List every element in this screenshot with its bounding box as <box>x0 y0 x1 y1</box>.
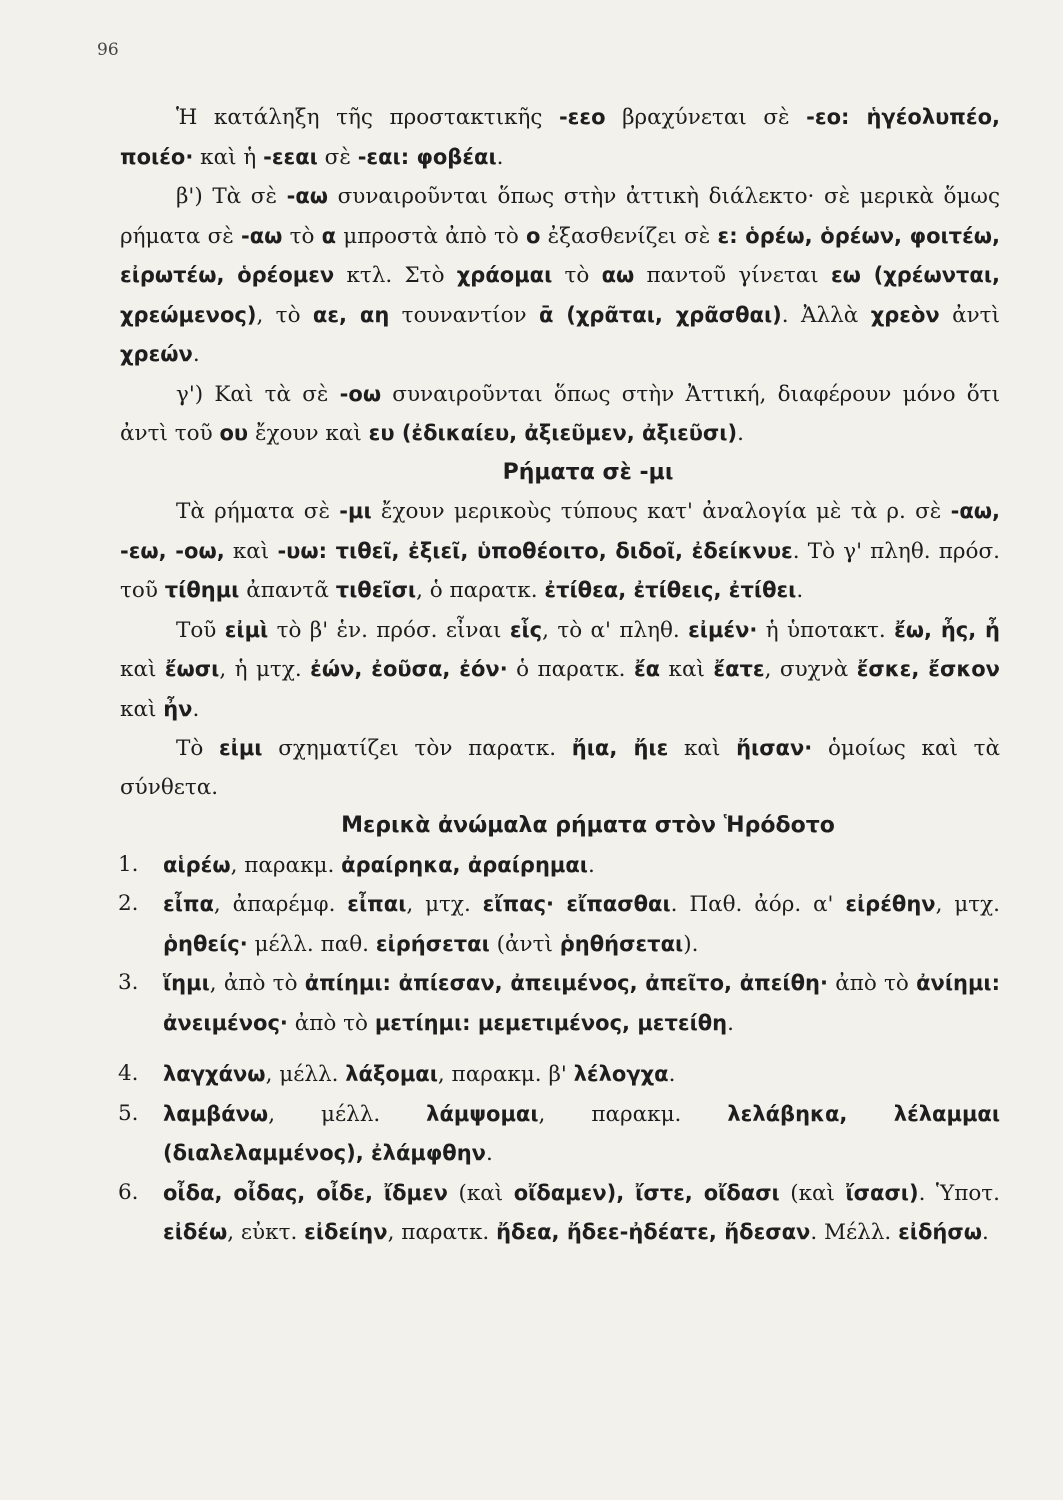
paragraph-alpha-contracts <box>120 177 1000 375</box>
text-run: (ἀντὶ <box>489 931 560 957</box>
text-run: βραχύνεται σὲ <box>605 105 807 130</box>
bold-run: ο <box>525 223 541 248</box>
page-body <box>120 98 1000 1253</box>
list-item <box>118 964 1000 1043</box>
text-run: . <box>192 342 200 367</box>
text-run: ). <box>683 931 699 957</box>
bold-run: λέλογχα <box>573 1062 669 1086</box>
bold-run: -εεαι <box>263 144 318 169</box>
paragraph-mi-analogy <box>120 492 1000 611</box>
text-run: . <box>796 578 804 603</box>
text-run: ἀπὸ τὸ <box>287 1010 375 1036</box>
text-run: , ἀπαρέμφ. <box>213 892 348 917</box>
bold-run: τιθεῖσι <box>335 578 417 602</box>
bold-run: -αω <box>286 184 329 208</box>
bold-run: λάξομαι <box>345 1062 438 1086</box>
text-run: , μέλλ. <box>268 1101 427 1127</box>
text-run: , παρακμ. <box>230 852 342 878</box>
bold-run: εἶπα <box>163 892 214 916</box>
bold-run: ἐτίθεα, ἐτίθεις, ἐτίθει <box>544 578 797 602</box>
bold-run: ἔσκε, ἔσκον <box>856 657 1000 681</box>
text-run: καὶ <box>120 657 165 682</box>
text-run: τουναντίον <box>389 302 539 328</box>
paragraph-omicron-contracts <box>120 375 1000 454</box>
list-item <box>118 846 1000 886</box>
bold-run: ῥηθήσεται <box>559 931 684 956</box>
text-run: συναιροῦνται ὅπως στὴν ἀττικὴ διάλεκτο· σὲ μερικὰ ὅμως ρήματα σὲ <box>120 184 1000 249</box>
bold-run: ἀνίημι: ἀνειμένος· <box>163 971 1001 1035</box>
list-number: 1. <box>118 851 139 877</box>
bold-run: ἤια, ἤιε <box>571 736 669 760</box>
text-run: (καὶ <box>779 1180 846 1206</box>
bold-run: ἔωσι <box>164 657 220 681</box>
list-number: 2. <box>118 891 139 916</box>
list-item <box>118 885 1000 964</box>
text-run: β') Τὰ σὲ <box>176 184 287 209</box>
text-run: , παρακμ. β' <box>437 1062 574 1087</box>
bold-run: χρεὸν <box>870 302 940 327</box>
bold-run: λαγχάνω <box>163 1062 266 1086</box>
text-run: κτλ. Στὸ <box>334 263 457 288</box>
paragraph-imperative <box>120 98 1000 177</box>
text-run: . <box>981 1220 989 1245</box>
bold-run: ἤισαν· <box>736 736 813 760</box>
bold-run: αε, αη <box>312 302 390 327</box>
text-run: (καὶ <box>447 1180 514 1206</box>
bold-run: εἰδήσω <box>898 1220 982 1244</box>
text-run: , παρατκ. <box>387 1220 497 1245</box>
text-run: . <box>668 1062 676 1087</box>
list-item <box>118 1095 1000 1174</box>
text-run: , μέλλ. <box>265 1062 346 1087</box>
bold-run: ἔατε <box>713 657 765 681</box>
text-run: . Παθ. ἀόρ. α' <box>670 892 846 917</box>
section-heading-mi-verbs: Ρήματα σὲ -μι <box>502 459 674 485</box>
bold-run: λελάβηκα, λέλαμμαι (διαλελαμμένος), ἐλάμφθην <box>163 1101 1001 1165</box>
text-run: , μτχ. <box>406 892 483 917</box>
text-run: μέλλ. παθ. <box>247 931 376 957</box>
text-run: , εὐκτ. <box>227 1220 305 1245</box>
bold-run: ευ (ἐδικαίευ, ἀξιεῦμεν, ἀξιεῦσι) <box>368 421 738 445</box>
bold-run: ε: ὁρέω, ὁρέων, φοιτέω, εἰρωτέω, ὁρέομεν <box>120 223 1000 287</box>
text-run: . Τὸ γ' πληθ. πρόσ. τοῦ <box>120 538 1001 603</box>
list-number: 3. <box>118 970 139 995</box>
text-run: . Μέλλ. <box>810 1220 899 1245</box>
bold-run: ἀπίημι: ἀπίεσαν, ἀπειμένος, ἀπεῖτο, ἀπείθη· <box>304 971 828 995</box>
text-run: τὸ β' ἑν. πρόσ. εἶναι <box>268 617 510 643</box>
bold-run: εἰμέν· <box>688 617 758 642</box>
bold-run: -εεο <box>558 105 606 129</box>
bold-run: -μι <box>339 499 372 523</box>
text-run: ἔχουν καὶ <box>248 421 369 446</box>
text-run: Τοῦ <box>176 617 225 643</box>
bold-run: -εο: ἡγέολυπέο, ποιέο· <box>120 105 1000 169</box>
bold-run: ῥηθείς· <box>163 931 248 956</box>
bold-run: ᾱ (χρᾶται, χρᾶσθαι) <box>538 302 782 327</box>
text-run: . <box>496 144 504 170</box>
bold-run: ἐών, ἐοῦσα, ἐόν· <box>310 657 508 681</box>
text-run: καὶ <box>224 538 278 564</box>
bold-run: τίθημι <box>164 578 240 602</box>
bold-run: εἶπαι <box>347 892 407 916</box>
text-run: , παρακμ. <box>538 1101 728 1127</box>
text-run: . <box>485 1141 493 1166</box>
text-run: ἔχουν μερικοὺς τύπους κατ' ἀναλογία μὲ τὰ ρ. σὲ <box>371 499 951 524</box>
text-run: καὶ <box>120 696 164 722</box>
bold-run: εἴπας· εἴπασθαι <box>482 892 671 916</box>
text-run: , ἀπὸ τὸ <box>209 971 305 996</box>
bold-run: ἤδεα, ἤδεε-ἠδέατε, ἤδεσαν <box>496 1220 811 1244</box>
text-run: , μτχ. <box>935 892 1001 917</box>
text-run: Τὸ <box>176 736 219 761</box>
text-run: τὸ <box>552 263 602 288</box>
text-run: Ἡ κατάληξη τῆς προστακτικῆς <box>176 105 559 130</box>
bold-run: α <box>321 223 337 248</box>
text-run: καὶ <box>660 657 714 682</box>
text-run: ἡ ὑποτακτ. <box>757 617 895 643</box>
bold-run: εἷς <box>509 617 543 642</box>
bold-run: χρεών <box>120 342 193 366</box>
bold-run: ἔω, ἦς, ἦ <box>894 617 1000 642</box>
text-run: συναιροῦνται ὅπως στὴν Ἀττική, διαφέρουν μόνο ὅτι ἀντὶ τοῦ <box>120 381 1001 446</box>
bold-run: ἴσασι) <box>845 1180 919 1205</box>
text-run: μπροστὰ ἀπὸ τὸ <box>336 223 526 249</box>
text-run: σὲ <box>317 144 358 170</box>
bold-run: ἦν <box>163 696 193 721</box>
text-run: καὶ ἡ <box>193 144 264 170</box>
bold-run: λαμβάνω <box>163 1101 269 1126</box>
paragraph-eimi <box>120 611 1000 730</box>
text-run: σχηματίζει τὸν παρατκ. <box>262 736 572 761</box>
paragraph-eimi-imperfect <box>120 729 1000 807</box>
text-run: ὁ παρατκ. <box>507 657 634 682</box>
bold-run: εἰμὶ <box>224 617 269 642</box>
bold-run: αω <box>601 263 635 287</box>
bold-run: μετίημι: μεμετιμένος, μετείθη <box>374 1010 728 1035</box>
bold-run: -αω, -εω, -οω, <box>120 499 1000 563</box>
list-number: 4. <box>118 1061 139 1086</box>
text-run: . Ὑποτ. <box>918 1180 1000 1206</box>
text-run: παντοῦ γίνεται <box>634 263 831 288</box>
text-run: . <box>192 696 200 722</box>
text-run: ὁμοίως καὶ τὰ σύνθετα. <box>120 736 1000 800</box>
text-run: . <box>727 1010 734 1036</box>
bold-run: λάμψομαι <box>426 1101 539 1126</box>
bold-run: -εαι: φοβέαι <box>357 144 497 169</box>
bold-run: -οω <box>339 381 382 406</box>
text-run: ἀντὶ <box>939 302 1000 328</box>
page-number: 96 <box>97 40 119 60</box>
text-run: . Ἀλλὰ <box>781 302 871 328</box>
text-run: ἀπαντᾶ <box>239 578 336 603</box>
bold-run: αἱρέω <box>163 852 231 877</box>
list-number: 6. <box>118 1179 139 1205</box>
section-heading-irregular-verbs: Μερικὰ ἀνώμαλα ρήματα στὸν Ἡρόδοτο <box>341 813 835 838</box>
bold-run: εω (χρέωνται, χρεώμενος) <box>120 263 1001 327</box>
bold-run: ἔα <box>633 657 661 681</box>
text-run: . <box>737 421 744 446</box>
list-item <box>118 1055 1000 1095</box>
text-run: καὶ <box>668 736 737 761</box>
text-run: , τὸ <box>256 302 313 328</box>
bold-run: οἶδα, οἶδας, οἶδε, ἴδμεν <box>163 1180 448 1205</box>
bold-run: -υω: τιθεῖ, ἐξιεῖ, ὑποθέοιτο, διδοῖ, ἐδείκνυε <box>277 538 793 563</box>
text-run: Τὰ ρήματα σὲ <box>176 499 340 524</box>
bold-run: ου <box>219 421 249 445</box>
text-run: , συχνὰ <box>764 657 857 682</box>
bold-run: χράομαι <box>456 263 553 287</box>
text-run: , ἡ μτχ. <box>219 657 311 682</box>
text-run: ἐξασθενίζει σὲ <box>540 223 718 249</box>
bold-run: ἵημι <box>163 971 210 995</box>
list-number: 5. <box>118 1100 139 1126</box>
text-run: , ὁ παρατκ. <box>416 578 545 603</box>
text-run: , τὸ α' πληθ. <box>542 617 689 643</box>
bold-run: εἰδέω <box>163 1220 228 1244</box>
bold-run: εἰδείην <box>304 1220 388 1244</box>
text-run: . <box>587 852 595 878</box>
list-item <box>118 1174 1000 1253</box>
text-run: τὸ <box>282 223 322 249</box>
bold-run: εἰμι <box>218 736 263 760</box>
bold-run: εἰρήσεται <box>375 931 490 956</box>
text-run: γ') Καὶ τὰ σὲ <box>176 381 340 407</box>
text-run: ἀπὸ τὸ <box>827 971 917 996</box>
bold-run: ἀραίρηκα, ἀραίρημαι <box>341 852 588 877</box>
bold-run: εἰρέθην <box>845 892 936 916</box>
bold-run: οἴδαμεν), ἴστε, οἴδασι <box>513 1180 780 1205</box>
bold-run: -αω <box>241 223 283 248</box>
irregular-verb-list <box>120 846 1000 1253</box>
